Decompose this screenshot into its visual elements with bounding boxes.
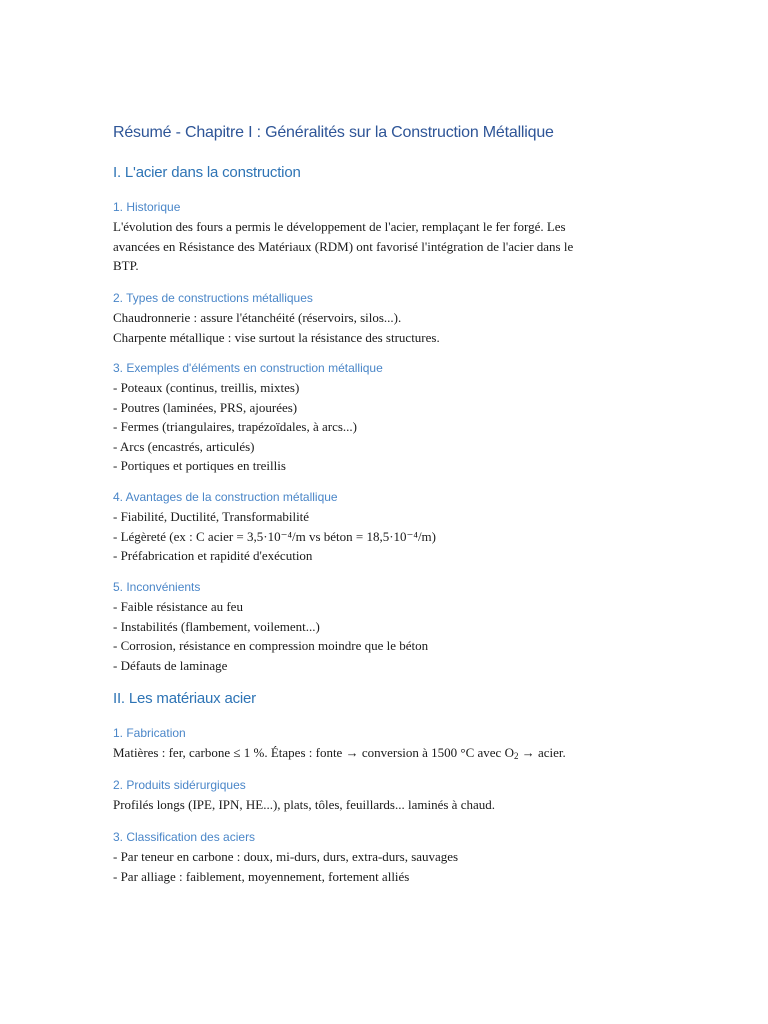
paragraph-line: L'évolution des fours a permis le développement de l'acier, remplaçant le fer forgé. Les [113, 219, 566, 234]
list-item: - Portiques et portiques en treillis [113, 458, 286, 473]
classification-heading: 3. Classification des aciers [113, 830, 256, 844]
part1-heading: I. L'acier dans la construction [113, 164, 301, 181]
list-item: - Défauts de laminage [113, 657, 228, 673]
list-item: - Poutres (laminées, PRS, ajourées) [113, 399, 298, 415]
oxygen-subscript: 2 [513, 751, 519, 761]
list-item: - Par teneur en carbone : doux, mi-durs, durs, extra-durs, sauvages [113, 849, 459, 864]
list-item: - Légèreté (ex : C acier = 3,5·10⁻⁴/m vs béton = 18,5·10⁻⁴/m) [113, 528, 437, 544]
list-item: - Corrosion, résistance en compression moindre que le béton [113, 638, 429, 653]
produits-heading: 2. Produits sidérurgiques [113, 778, 246, 792]
fabrication-text-end: → acier. [518, 745, 566, 760]
paragraph-line: Charpente métallique : vise surtout la résistance des structures. [113, 329, 440, 345]
paragraph-line: Profilés longs (IPE, IPN, HE...), plats, tôles, feuillards... laminés à chaud. [113, 797, 495, 812]
list-item: - Fermes (triangulaires, trapézoïdales, à arcs...) [113, 419, 358, 434]
list-item: - Arcs (encastrés, articulés) [113, 438, 255, 454]
paragraph-line [113, 743, 643, 763]
part2-heading: II. Les matériaux acier [113, 690, 256, 707]
avantages-list [113, 507, 643, 566]
paragraph-line: Chaudronnerie : assure l'étanchéité (réservoirs, silos...). [113, 310, 402, 325]
list-item: - Instabilités (flambement, voilement...) [113, 618, 320, 634]
types-paragraph [113, 308, 643, 347]
paragraph-line: avancées en Résistance des Matériaux (RDM) ont favorisé l'intégration de l'acier dans le [113, 238, 574, 254]
list-item: - Fiabilité, Ductilité, Transformabilité [113, 509, 310, 524]
paragraph-line: BTP. [113, 258, 139, 273]
list-item: - Préfabrication et rapidité d'exécution [113, 548, 313, 563]
types-heading: 2. Types de constructions métalliques [113, 291, 313, 305]
list-item: - Par alliage : faiblement, moyennement, fortement alliés [113, 868, 410, 884]
avantages-heading: 4. Avantages de la construction métallique [113, 490, 338, 504]
classification-list [113, 847, 643, 886]
inconvenients-list [113, 597, 643, 675]
historique-heading: 1. Historique [113, 200, 181, 214]
historique-paragraph [113, 217, 643, 276]
exemples-list [113, 378, 643, 476]
produits-paragraph [113, 795, 643, 815]
fabrication-heading: 1. Fabrication [113, 726, 186, 740]
fabrication-paragraph [113, 743, 643, 763]
fabrication-text: Matières : fer, carbone ≤ 1 %. Étapes : fonte → conversion à 1500 °C avec O [113, 745, 514, 760]
exemples-heading: 3. Exemples d'éléments en construction métallique [113, 361, 383, 375]
list-item: - Faible résistance au feu [113, 599, 243, 614]
inconvenients-heading: 5. Inconvénients [113, 580, 201, 594]
list-item: - Poteaux (continus, treillis, mixtes) [113, 380, 300, 395]
document-title: Résumé - Chapitre I : Généralités sur la Construction Métallique [113, 124, 554, 141]
